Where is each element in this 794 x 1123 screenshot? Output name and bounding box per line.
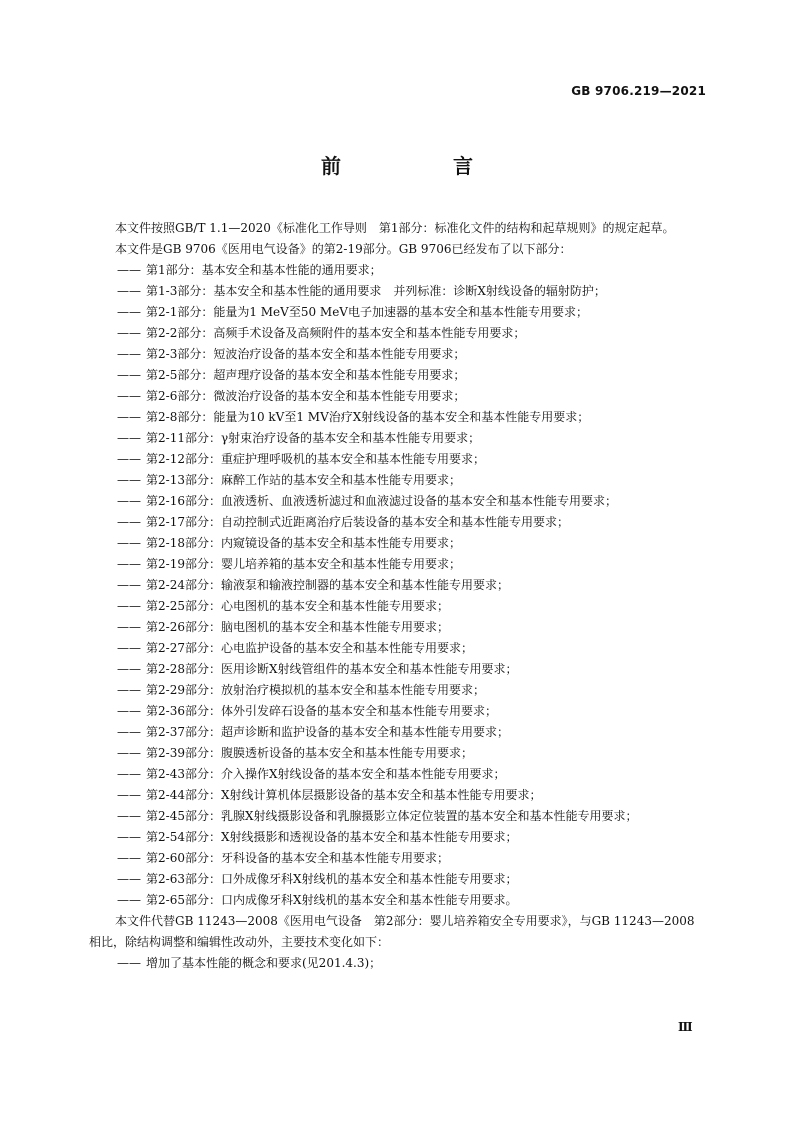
dash-marker: —— <box>117 263 141 277</box>
dash-marker: —— <box>117 872 141 886</box>
part-item-text: 第2-45部分：乳腺X射线摄影设备和乳腺摄影立体定位装置的基本安全和基本性能专用要求； <box>146 809 638 823</box>
dash-marker: —— <box>117 620 141 634</box>
parts-list <box>89 260 705 911</box>
dash-marker: —— <box>117 431 141 445</box>
part-item <box>89 806 705 827</box>
part-item-text: 第2-27部分：心电监护设备的基本安全和基本性能专用要求； <box>146 641 473 655</box>
part-item-text: 第2-54部分：X射线摄影和透视设备的基本安全和基本性能专用要求； <box>146 830 518 844</box>
part-item-text: 第2-28部分：医用诊断X射线管组件的基本安全和基本性能专用要求； <box>146 662 518 676</box>
part-item-text: 第1部分：基本安全和基本性能的通用要求； <box>146 263 382 277</box>
part-item-text: 第2-25部分：心电图机的基本安全和基本性能专用要求； <box>146 599 449 613</box>
part-item-text: 第2-13部分：麻醉工作站的基本安全和基本性能专用要求； <box>146 473 461 487</box>
part-item <box>89 281 705 302</box>
part-item <box>89 638 705 659</box>
series-intro-paragraph: 本文件是GB 9706《医用电气设备》的第2-19部分。GB 9706已经发布了以下部分： <box>115 242 572 256</box>
part-item <box>89 554 705 575</box>
part-item <box>89 764 705 785</box>
part-item-text: 第1-3部分：基本安全和基本性能的通用要求 并列标准：诊断X射线设备的辐射防护； <box>146 284 606 298</box>
part-item <box>89 659 705 680</box>
replacement-paragraph: 本文件代替GB 11243—2008《医用电气设备 第2部分：婴儿培养箱安全专用要求》，与GB 11243—2008相比，除结构调整和编辑性改动外，主要技术变化如下： <box>89 914 695 949</box>
part-item-text: 第2-1部分：能量为1 MeV至50 MeV电子加速器的基本安全和基本性能专用要求； <box>146 305 588 319</box>
changes-list <box>89 953 705 974</box>
dash-marker: —— <box>117 494 141 508</box>
part-item-text: 第2-3部分：短波治疗设备的基本安全和基本性能专用要求； <box>146 347 466 361</box>
dash-marker: —— <box>117 704 141 718</box>
dash-marker: —— <box>117 746 141 760</box>
dash-marker: —— <box>117 767 141 781</box>
part-item-text: 第2-63部分：口外成像牙科X射线机的基本安全和基本性能专用要求； <box>146 872 518 886</box>
part-item <box>89 344 705 365</box>
part-item <box>89 407 705 428</box>
part-item-text: 第2-24部分：输液泵和输液控制器的基本安全和基本性能专用要求； <box>146 578 509 592</box>
part-item-text: 第2-29部分：放射治疗模拟机的基本安全和基本性能专用要求； <box>146 683 485 697</box>
part-item-text: 第2-16部分：血液透析、血液透析滤过和血液滤过设备的基本安全和基本性能专用要求； <box>146 494 617 508</box>
part-item <box>89 680 705 701</box>
part-item <box>89 260 705 281</box>
part-item <box>89 722 705 743</box>
part-item <box>89 869 705 890</box>
dash-marker: —— <box>117 956 141 970</box>
part-item <box>89 470 705 491</box>
part-item <box>89 365 705 386</box>
dash-marker: —— <box>117 788 141 802</box>
part-item-text: 第2-37部分：超声诊断和监护设备的基本安全和基本性能专用要求； <box>146 725 509 739</box>
page-number: Ⅲ <box>678 1020 693 1034</box>
page-title: 前 言 <box>321 154 519 178</box>
part-item <box>89 428 705 449</box>
part-item <box>89 323 705 344</box>
part-item <box>89 743 705 764</box>
part-item-text: 第2-43部分：介入操作X射线设备的基本安全和基本性能专用要求； <box>146 767 506 781</box>
change-item-text: 增加了基本性能的概念和要求(见201.4.3)； <box>146 956 382 970</box>
dash-marker: —— <box>117 641 141 655</box>
dash-marker: —— <box>117 515 141 529</box>
dash-marker: —— <box>117 830 141 844</box>
part-item-text: 第2-11部分：γ射束治疗设备的基本安全和基本性能专用要求； <box>146 431 481 445</box>
part-item <box>89 386 705 407</box>
part-item-text: 第2-60部分：牙科设备的基本安全和基本性能专用要求； <box>146 851 449 865</box>
part-item <box>89 827 705 848</box>
standard-number: GB 9706.219—2021 <box>571 84 706 98</box>
part-item-text: 第2-8部分：能量为10 kV至1 MV治疗X射线设备的基本安全和基本性能专用要求； <box>146 410 590 424</box>
document-body <box>89 218 705 974</box>
part-item-text: 第2-18部分：内窥镜设备的基本安全和基本性能专用要求； <box>146 536 461 550</box>
part-item <box>89 512 705 533</box>
dash-marker: —— <box>117 578 141 592</box>
dash-marker: —— <box>117 725 141 739</box>
dash-marker: —— <box>117 305 141 319</box>
part-item <box>89 449 705 470</box>
part-item-text: 第2-12部分：重症护理呼吸机的基本安全和基本性能专用要求； <box>146 452 485 466</box>
part-item-text: 第2-36部分：体外引发碎石设备的基本安全和基本性能专用要求； <box>146 704 497 718</box>
part-item <box>89 596 705 617</box>
dash-marker: —— <box>117 368 141 382</box>
part-item-text: 第2-44部分：X射线计算机体层摄影设备的基本安全和基本性能专用要求； <box>146 788 542 802</box>
change-item <box>89 953 705 974</box>
dash-marker: —— <box>117 410 141 424</box>
part-item-text: 第2-39部分：腹膜透析设备的基本安全和基本性能专用要求； <box>146 746 473 760</box>
dash-marker: —— <box>117 389 141 403</box>
dash-marker: —— <box>117 452 141 466</box>
part-item-text: 第2-19部分：婴儿培养箱的基本安全和基本性能专用要求； <box>146 557 461 571</box>
part-item <box>89 890 705 911</box>
part-item-text: 第2-5部分：超声理疗设备的基本安全和基本性能专用要求； <box>146 368 466 382</box>
part-item <box>89 785 705 806</box>
part-item <box>89 533 705 554</box>
dash-marker: —— <box>117 536 141 550</box>
drafting-rules-paragraph: 本文件按照GB/T 1.1—2020《标准化工作导则 第1部分：标准化文件的结构和起草规则》的规定起草。 <box>115 221 675 235</box>
part-item <box>89 701 705 722</box>
part-item-text: 第2-6部分：微波治疗设备的基本安全和基本性能专用要求； <box>146 389 466 403</box>
part-item-text: 第2-26部分：脑电图机的基本安全和基本性能专用要求； <box>146 620 449 634</box>
dash-marker: —— <box>117 809 141 823</box>
part-item-text: 第2-2部分：高频手术设备及高频附件的基本安全和基本性能专用要求； <box>146 326 526 340</box>
dash-marker: —— <box>117 893 141 907</box>
dash-marker: —— <box>117 851 141 865</box>
part-item-text: 第2-65部分：口内成像牙科X射线机的基本安全和基本性能专用要求。 <box>146 893 518 907</box>
dash-marker: —— <box>117 599 141 613</box>
part-item <box>89 491 705 512</box>
dash-marker: —— <box>117 662 141 676</box>
dash-marker: —— <box>117 557 141 571</box>
part-item <box>89 617 705 638</box>
dash-marker: —— <box>117 284 141 298</box>
dash-marker: —— <box>117 473 141 487</box>
part-item <box>89 302 705 323</box>
dash-marker: —— <box>117 347 141 361</box>
part-item <box>89 848 705 869</box>
dash-marker: —— <box>117 683 141 697</box>
part-item <box>89 575 705 596</box>
dash-marker: —— <box>117 326 141 340</box>
part-item-text: 第2-17部分：自动控制式近距离治疗后装设备的基本安全和基本性能专用要求； <box>146 515 569 529</box>
